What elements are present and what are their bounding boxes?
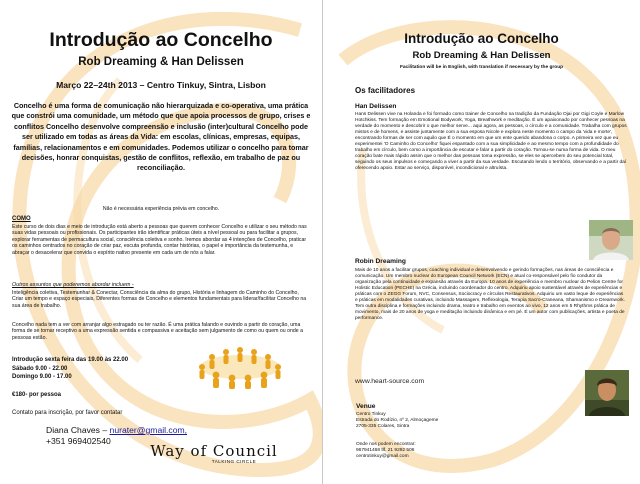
han-photo — [589, 220, 633, 260]
website-link[interactable]: www.heart-source.com — [355, 378, 425, 385]
rob-name: Robin Dreaming — [355, 258, 406, 265]
left-subtitle: Rob Dreaming & Han Delissen — [78, 56, 244, 68]
schedule — [12, 356, 128, 382]
contact-name: Diana Chaves – — [46, 425, 108, 435]
price: €180- por pessoa — [12, 392, 62, 398]
contact-intro: Contato para inscrição, por favor contatar — [12, 410, 123, 416]
schedule-saturday: Sábado 9.00 - 22.00 — [12, 365, 68, 372]
intro-paragraph: Concelho é uma forma de comunicação não hierarquizada e co-operativa, uma prática que constrói uma comunidade, um método que que apoia processos de grupo, crises e conflitos Concelho desenvolve compreensão e inclusão (inter)cultural Concelho pode ser utilizado em todas as áreas da Vida: em escolas, clínicas, empresas, equipas, famílias, relacionamentos e em comunidades. Podemos utilizar o concelho para tomar decisões, honrar conquistas, gestão de conflitos, reflexão, em trabalho de paz ou reconciliação. — [11, 101, 311, 173]
right-flyer-panel — [323, 0, 640, 484]
no-experience-note: Não é necessária experiência prévia em concelho. — [102, 206, 220, 212]
han-bio: Hans Delissen vive na Holanda e foi formado como trainer de Concelho na tradição da Fundação Ojai por Gigi Coyle e Marlow Hotchkiss. Tem formação em Emotional Bodywork, Yoga, Breathwork e meditação. É um apaixonado por conhecer pessoas na verdade do momento e descobrir o que melhor serve... aqui agora, as pessoas, o círculo e a comunidade. Trabalha com grupos mistos e de homens, e assiste juntamente com a sua esposa Nicole e explora neste momento o campo da 'vida e morte', encontrando formas de ser com aquilo que É o momento em que um ente querido abandona o corpo. A primeira vez que eu experimentei 'O Caminho do Concelho' fiquei espantado com a sua simplicidade e ao mesmo tempo com a profundidade do trabalho em círculo, bem como a importância de escutar e falar a partir do coração. Tornou-se numa forma de vida. O meu coração bate mais rápido assim que o melhor das pessoas toma expressão, se eles se apercebem do seu potencial total, seguindo os seus impulsos e começando a viver a partir da sua verdade. Escutando lendo o território, observando e a partir daí oferecendo apoio. Estar ao serviço, disponível, incondicional e altruísta. — [355, 112, 627, 171]
schedule-friday: Introdução sexta feira das 19.00 às 22.00 — [12, 357, 129, 363]
right-subtitle: Rob Dreaming & Han Delissen — [412, 50, 551, 61]
right-title: Introdução ao Concelho — [404, 31, 559, 46]
venue-contact-line: 967941468 tlf. 21 9292 506 — [356, 448, 415, 453]
venue-line: Centro Tinkuy — [356, 412, 386, 417]
rob-bio: Mais de 10 anos a facilitar grupos, coaching individual e desenvolvendo e gerindo formações, nas áreas de consciência e comunicação. Um membro nuclear do European Council Network (ECN) e atual co-responsável pelo fio condutor da organização pela continuidade e expansão através da Europa. 10 anos de experiência e membro nuclear do Pelion Centre for Holistic Education (PECHE) na Grécia, incluindo coordenador do centro. Adquiriu apoio sustentável através de experiências e práticas com o ZEGG Forum, NVC, Consensus, Sociocracy e círculos Restaurativos. Adquiriu um vasto leque de experiências e práticas em modalidades curativas, incluindo Massagem, Reflexologia, Terapia Sacro-Craneana, Shamanismo e Dreamwork. Tem outra disciplina e formações incluindo drama, teatro e trabalho em eventos ao vivo, 12 anos em 5 Rhythms prática de movimento, mais de 20 anos de yoga e meditação incluindo dinâmica e em pé. É um autor com publicações, artista e poeta de performance. — [355, 268, 625, 321]
outros-heading: Outros assuntos que poderemos abordar incluem - — [12, 282, 134, 288]
schedule-sunday: Domingo 9.00 - 17.00 — [12, 374, 72, 380]
venue-line: Estrada do Rodízio, nº 2, Almoçageme — [356, 418, 439, 423]
way-of-council-logo — [114, 442, 314, 464]
council-practice-text: Concelho nada tem a ver com arranjar algo estragado ou ter razão. É uma prática falando e ouvindo a partir do coração, uma forma de se tornar receptivo a uma expressão sentida e compassiva e aceitação sem julgamento de como ou quem ou onde a pessoas estão. — [12, 322, 303, 341]
outros-text: Inteligência coletiva, Testemunhar & Conectar, Consciência da alma do grupo, História e linhagem do Caminho do Concelho, Criar um tempo e espaço especiais, Diferentes formas de Concelho e elementos fundamentais para liderar/facilitar Concelho na sua área de trabalho. — [12, 290, 307, 309]
language-note: Facilitation will be in English, with translation if necessary by the group — [399, 65, 564, 70]
como-text: Este curso de dois dias e meio de introdução está aberto a pessoas que querem conhecer Concelho e utilizar o seu método nas suas vidas pessoais ou profissionais. Os participantes irão identificar práticas úteis a nível pessoal ou para facilitar a grupos, explorar ferramentas de permacultura social, consciência coletiva e sonho. Iremos abordar as 4 intenções de Concelho, praticar os caminhos centrados no coração de criar paz, escuta profunda, contar histórias, o papel e importância da testemunha, e abraçar o desacelerar que convida o espírito nativo presente em cada um de nós a falar. — [12, 224, 307, 256]
rob-photo — [585, 370, 629, 416]
event-dates: Março 22–24th 2013 – Centro Tinkuy, Sintra, Lisbon — [56, 80, 266, 90]
contact-email-link[interactable]: nurater@gmail.com, — [109, 425, 188, 435]
logo-text: Way of Council — [150, 442, 278, 460]
left-title: Introdução ao Concelho — [49, 29, 273, 51]
circle-of-people-illustration — [188, 337, 292, 389]
venue-line: 2705-335 Colares, Sintra — [356, 424, 410, 429]
venue-heading: Venue — [356, 403, 376, 410]
facilitators-heading: Os facilitadores — [355, 86, 416, 95]
han-name: Han Delissen — [355, 103, 397, 110]
contact-phone: +351 969402540 — [46, 436, 111, 446]
venue-contact — [356, 442, 416, 460]
venue-contact-line: Onde nos podem encontrar: — [356, 442, 416, 447]
venue-address — [356, 412, 438, 430]
logo-subtext: TALKING CIRCLE — [211, 459, 257, 464]
como-heading: COMO — [12, 216, 31, 222]
venue-contact-line: centrotinkuy@gmail.com — [356, 454, 409, 459]
